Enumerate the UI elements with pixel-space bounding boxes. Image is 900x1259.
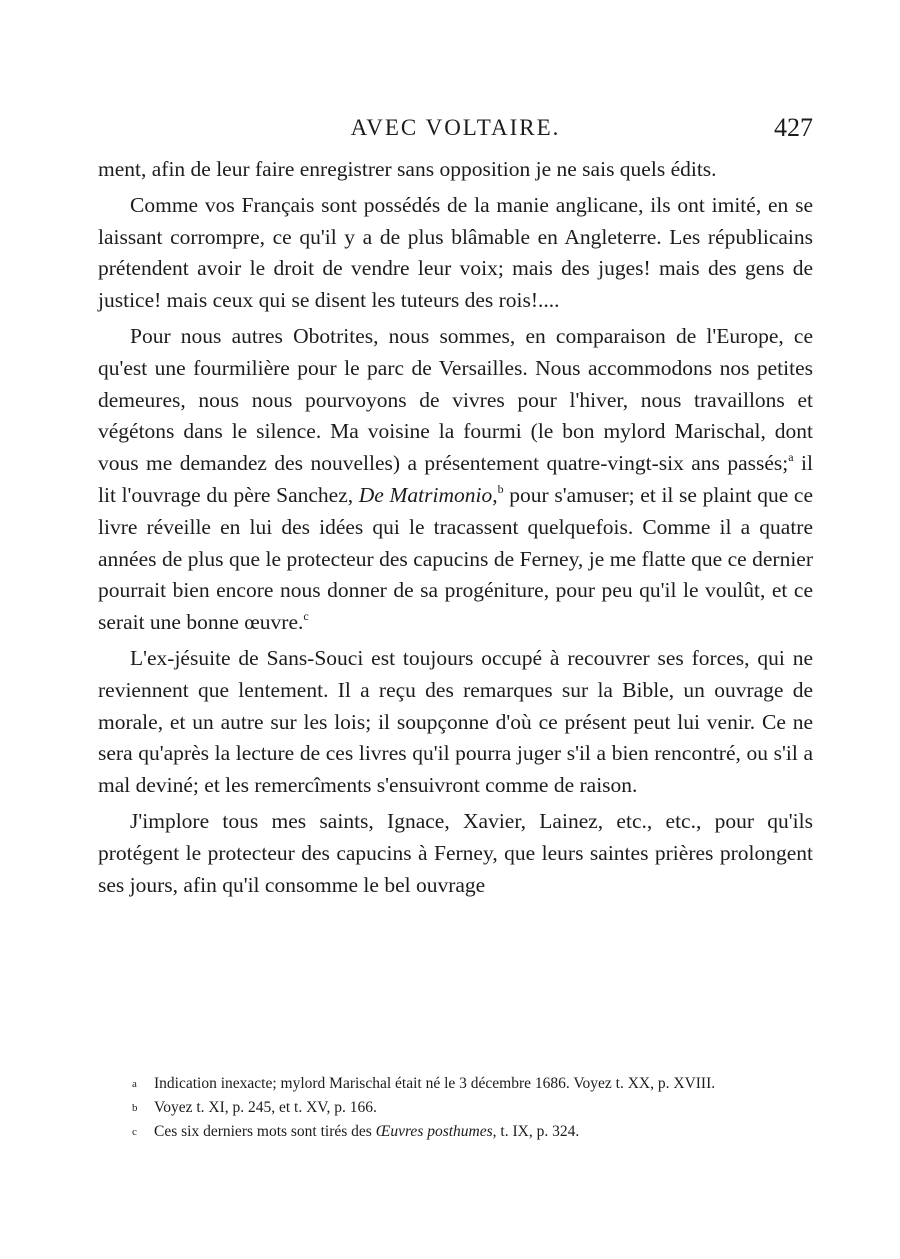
page-header	[98, 110, 813, 146]
footnote-mark-c: c	[132, 1126, 137, 1138]
footnote-text-b: Voyez t. XI, p. 245, et t. XV, p. 166.	[154, 1099, 377, 1116]
footnote-ref-c: c	[303, 609, 309, 624]
paragraph-1: ment, afin de leur faire enregistrer sans opposition je ne sais quels édits.	[98, 157, 717, 181]
footnote-a	[132, 1072, 822, 1096]
paragraph-3-part-c: pour s'amuser; et il se plaint que ce livre réveille en lui des idées qui le tracassent quelquefois. Comme il a quatre années de plus que le protecteur des capucins de Ferney, je me flatte que ce dernier pourrait bien encore nous donner de sa progéniture, pour peu qu'il le voulût, et ce serait une bonne œuvre.	[98, 482, 813, 635]
footnote-text-a: Indication inexacte; mylord Marischal était né le 3 décembre 1686. Voyez t. XX, p. XVIII.	[154, 1075, 716, 1092]
book-title-de-matrimonio: De Matrimonio,	[358, 482, 498, 507]
paragraph-2: Comme vos Français sont possédés de la manie anglicane, ils ont imité, en se laissant corrompre, ce qu'il y a de plus blâmable en Angleterre. Les républicains prétendent avoir le droit de vendre leur voix; mais des juges! mais des gens de justice! mais ceux qui se disent les tuteurs des rois!....	[98, 192, 813, 313]
paragraph-3	[98, 321, 813, 639]
paragraph-4: L'ex-jésuite de Sans-Souci est toujours occupé à recouvrer ses forces, qui ne reviennent que lentement. Il a reçu des remarques sur la Bible, un ouvrage de morale, et un autre sur les lois; il soupçonne d'où ce présent peut lui venir. Ce ne sera qu'après la lecture de ces livres qu'il pourra juger s'il a bien rencontré, ou s'il a mal deviné; et les remercîments s'ensuivront comme de raison.	[98, 645, 813, 798]
paragraph-3-part-b: il lit l'ouvrage du père Sanchez,	[98, 451, 813, 507]
footnote-ref-b: b	[497, 481, 504, 496]
page-number: 427	[774, 113, 813, 142]
running-title: AVEC VOLTAIRE.	[350, 115, 561, 140]
footnote-c-title: Œuvres posthumes	[375, 1123, 493, 1140]
footnote-ref-a: a	[788, 450, 794, 465]
footnote-c-text-before: Ces six derniers mots sont tirés des	[154, 1123, 376, 1140]
footnote-text-c	[154, 1120, 579, 1144]
footnote-mark-b: b	[132, 1102, 138, 1114]
footnote-c-text-after: , t. IX, p. 324.	[492, 1123, 580, 1140]
footnotes	[132, 1072, 822, 1144]
footnote-mark-a: a	[132, 1078, 137, 1090]
footnote-c	[132, 1120, 822, 1144]
paragraph-3-part-a: Pour nous autres Obotrites, nous sommes, en comparaison de l'Europe, ce qu'est une fourmilière pour le parc de Versailles. Nous accommodons nos petites demeures, nous nous pourvoyons de vivres pour l'hiver, nous travaillons et végétons dans le silence. Ma voisine la fourmi (le bon mylord Marischal, dont vous me demandez des nouvelles) a présentement quatre-vingt-six ans passés;	[98, 323, 813, 476]
main-text	[98, 154, 813, 901]
footnote-b	[132, 1096, 822, 1120]
paragraph-5: J'implore tous mes saints, Ignace, Xavier, Lainez, etc., etc., pour qu'ils protégent le protecteur des capucins à Ferney, que leurs saintes prières prolongent ses jours, afin qu'il consomme le bel ouvrage	[98, 808, 813, 897]
